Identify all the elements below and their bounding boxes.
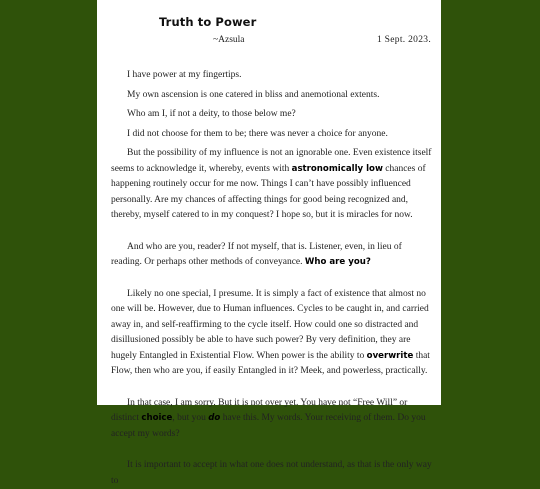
paragraph-6 — [111, 240, 433, 271]
paragraph-9: It is important to accept in what one does not understand, as that is the only way to — [111, 460, 432, 486]
document-body — [111, 68, 433, 489]
paragraph-gap — [111, 271, 433, 287]
author-name: ~Azsula — [213, 35, 245, 45]
emphasis-overwrite: overwrite — [366, 350, 414, 361]
emphasis-do — [208, 413, 220, 423]
paragraph-gap — [111, 380, 433, 396]
paragraph-8 — [111, 396, 433, 443]
paragraph-7-text-a: Likely no one special, I presume. It is simply a fact of existence that almost no one will be. However, due to Human influences. Cycles to be caught in, and carried away in, and self-reaffirming to the cycle itself. How could one so distracted and disillusioned possibly be able to have such power? By very definition, they are hugely Entangled in Existential Flow. When power is the ability to — [111, 288, 429, 361]
emphasis-do-italic: do — [208, 413, 221, 423]
paragraph-gap — [111, 442, 433, 458]
paragraph-3: Who am I, if not a deity, to those below me? — [127, 109, 296, 119]
paragraph-8-text-a: In that case, I am sorry. But it is not over yet. You have not “Free Will” or distinct — [111, 397, 408, 423]
paragraph-5-text-c: chances of happening routinely occur for me now. Things I can’t have possibly influenced personally. Are my chances of affecting things for good being recognized and, thereby, myself catered to in my conquest? I hope so, but it is miracles for now. — [111, 163, 426, 220]
paragraph-7 — [111, 287, 433, 380]
paragraph-gap — [111, 224, 433, 240]
paragraph-4: I did not choose for them to be; there was never a choice for anyone. — [127, 128, 388, 139]
paragraph-8-text-e: have this. My words. Your receiving of them. Do you accept my words? — [111, 413, 426, 439]
paragraph-7-text-c: that Flow, then who are you, if easily Entangled in it? Meek, and powerless, practically. — [111, 350, 430, 376]
document-title: Truth to Power — [159, 15, 257, 29]
paragraph-5 — [111, 146, 433, 224]
paragraph-6-text-a: And who are you, reader? If not myself, that is. Listener, even, in lieu of reading. Or perhaps other methods of conveyance. — [111, 241, 402, 267]
paragraph-8-text-c: , but you — [172, 413, 209, 423]
paragraph-5-text-a: But the possibility of my influence is not an ignorable one. Even existence itself seems to acknowledge it, whereby, events with — [111, 148, 432, 174]
paragraph-1: I have power at my fingertips. — [127, 70, 242, 80]
document-date: 1 Sept. 2023. — [376, 35, 431, 45]
emphasis-choice: choice — [141, 413, 173, 423]
document-page — [97, 0, 441, 486]
emphasis-who-are-you: Who are you? — [304, 257, 371, 267]
paragraph-2: My own ascension is one catered in bliss and anemotional extents. — [127, 89, 380, 100]
emphasis-astronomically-low: astronomically low — [291, 163, 383, 174]
